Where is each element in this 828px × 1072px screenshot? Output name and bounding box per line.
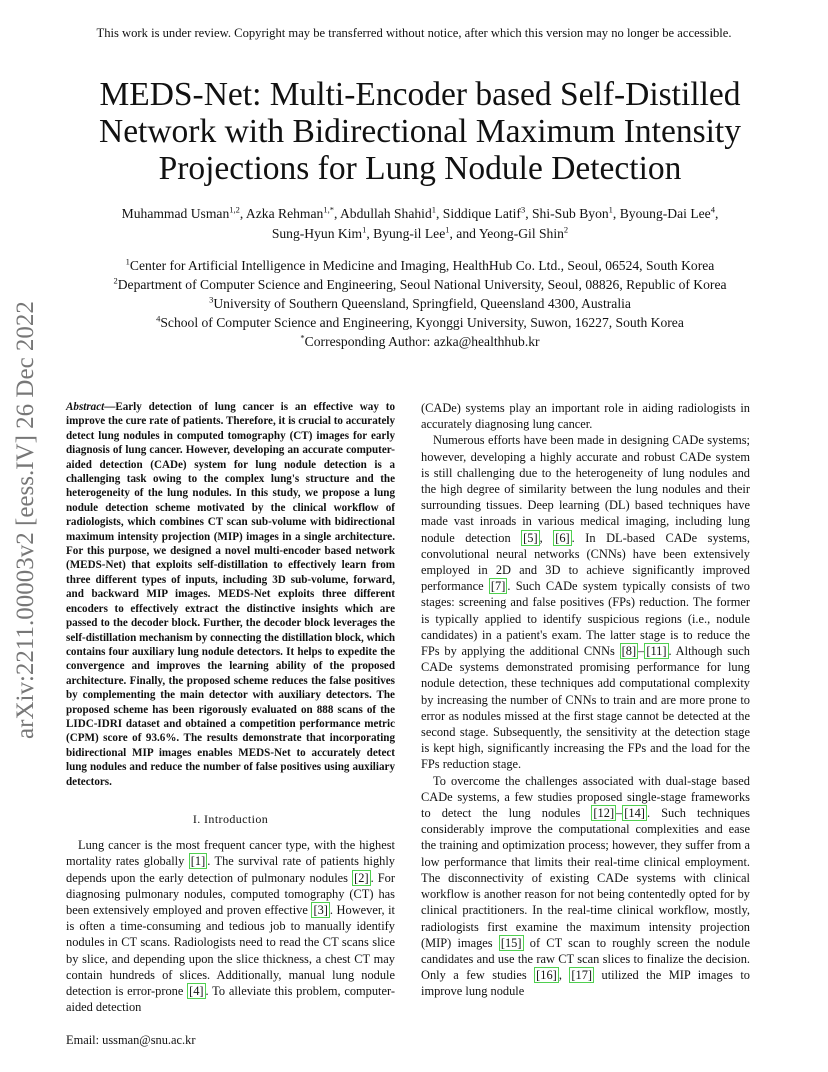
- citation-link[interactable]: [3]: [313, 902, 328, 917]
- author-affiliation-mark: 4: [710, 204, 715, 215]
- citation-link[interactable]: [8]: [621, 644, 637, 659]
- affiliation-mark: *: [300, 332, 305, 343]
- author-name: Muhammad Usman: [121, 206, 230, 221]
- author: [620, 206, 715, 221]
- citation-link[interactable]: [2]: [354, 870, 369, 885]
- author-name: Shi-Sub Byon: [532, 206, 609, 221]
- intro-paragraph-3: [421, 432, 750, 772]
- affiliation-text: Department of Computer Science and Engineering, Seoul National University, Seoul, 08826, Republic of Korea: [117, 277, 727, 292]
- affiliation-mark: 1: [125, 256, 130, 267]
- author-name: Azka Rehman: [245, 206, 324, 221]
- citation-link[interactable]: [17]: [571, 968, 593, 983]
- author-affiliation-mark: 1,2: [229, 204, 240, 215]
- text-run: . Although such CADe systems demonstrated promising performance for lung nodule detection, these techniques add computational complexity by increasing the number of CNNs to train and are more prone to error as nodules missed at the first stage cannot be detected at the second stage. Subsequently, the sensitivity at the detection stage is kept high, significantly increasing the FPs and the load for the FPs reduction stage.: [421, 644, 750, 772]
- author-name: Abdullah Shahid: [339, 206, 432, 221]
- citation-link[interactable]: [11]: [646, 644, 667, 659]
- author-name: Sung-Hyun Kim: [271, 226, 363, 241]
- right-column: [421, 400, 750, 1000]
- affiliation: [50, 294, 790, 313]
- text-run: . The survival rate of patients highly depends upon the early detection of pulmonary nodules: [66, 854, 395, 885]
- author-affiliation-mark: 3: [520, 204, 526, 215]
- intro-paragraph-1: [66, 837, 395, 1015]
- author-name: Siddique Latif: [442, 206, 521, 221]
- author-name: Byoung-Dai Lee: [619, 206, 711, 221]
- author: [373, 226, 449, 241]
- text-run: utilized the MIP images to improve lung nodule: [421, 968, 750, 999]
- author-affiliation-mark: 1: [431, 204, 436, 215]
- citation-link[interactable]: [4]: [189, 984, 204, 998]
- author-affiliation-mark: 1: [445, 224, 450, 235]
- citation-link[interactable]: [16]: [536, 968, 557, 983]
- author: [272, 226, 367, 241]
- author: [479, 226, 568, 241]
- affiliation-mark: 2: [113, 275, 118, 286]
- affiliation: [50, 256, 790, 275]
- citation-link[interactable]: [14]: [624, 806, 645, 821]
- intro-paragraph-4: [421, 773, 750, 1000]
- author: [246, 206, 334, 221]
- affiliation-text: Corresponding Author: azka@healthhub.kr: [304, 334, 540, 349]
- section-heading: [66, 811, 395, 827]
- affiliation-text: Center for Artificial Intelligence in Medicine and Imaging, HealthHub Co. Ltd., Seoul, 06524, South Korea: [129, 258, 715, 273]
- affiliation: [50, 313, 790, 332]
- affiliation-mark: 4: [156, 313, 161, 324]
- footnote-email: Email: ussman@snu.ac.kr: [66, 1033, 196, 1047]
- affiliation-mark: 3: [209, 294, 214, 305]
- citation-link[interactable]: [5]: [523, 530, 538, 545]
- intro-paragraph-2: (CADe) systems play an important role in aiding radiologists in accurately diagnosing lung cancer.: [421, 401, 750, 432]
- affiliation: [50, 275, 790, 294]
- author: [122, 206, 240, 221]
- corresponding-author: [50, 332, 790, 351]
- author-name: Byung-il Lee: [373, 226, 446, 241]
- text-run: Lung cancer is the most frequent cancer type, with the highest mortality rates globally: [66, 838, 395, 869]
- text-run: . Such CADe system typically consists of two stages: screening and false positives (FPs) reduction. The former is typically applied to identify suspicious regions (i.e., nodule candidates) in a patient's exam. The latter stage is to reduce the FPs by applying the additional CNNs: [421, 579, 750, 659]
- arxiv-identifier: arXiv:2211.00003v2 [eess.IV] 26 Dec 2022: [12, 301, 39, 739]
- text-run: of CT scan to roughly screen the nodule candidates and use the raw CT scan slices to finalize the decision. Only a few studies: [421, 935, 750, 983]
- author-affiliation-mark: 1: [608, 204, 613, 215]
- citation-link[interactable]: [12]: [593, 806, 615, 821]
- text-run: –: [616, 806, 623, 821]
- text-run: . For diagnosing pulmonary nodules, computed tomography (CT) has been extensively employed and proven effective: [66, 870, 395, 917]
- section-title: I. Introduction: [192, 811, 269, 826]
- author-affiliation-mark: 2: [563, 224, 569, 235]
- author-affiliation-mark: 1: [362, 224, 367, 235]
- affiliation-list: [50, 256, 790, 351]
- author-affiliation-mark: 1,*: [323, 204, 334, 215]
- citation-link[interactable]: [6]: [555, 530, 570, 545]
- affiliation-text: School of Computer Science and Engineering, Kyonggi University, Suwon, 16227, South Korea: [160, 315, 684, 330]
- text-run: . In DL-based CADe systems, convolutional neural networks (CNNs) have been extensively employed in 2D and 3D to achieve significantly improved performance: [421, 530, 750, 594]
- text-run: . However, it is often a time-consuming and tedious job to manually identify nodules in CT scans. Radiologists need to read the CT scans slice by slice, and depending upon the slice thickness, a chest CT may contain hundreds of slices. Additionally, manual lung nodule detection is error-prone: [66, 902, 395, 998]
- text-run: To overcome the challenges associated with dual-stage based CADe systems, a few studies proposed single-stage frameworks to detect the lung nodules: [421, 773, 750, 821]
- author: [443, 206, 525, 221]
- text-run: Numerous efforts have been made in designing CADe systems; however, developing a highly accurate and robust CADe system is still challenging due to the heterogeneity of lung nodules and the high degree of similarity between the lung nodules and their surrounding tissues. Deep learning (DL) based techniques have made vast inroads in various medical imaging, including lung nodule detection: [421, 433, 750, 545]
- citation-link[interactable]: [1]: [190, 854, 206, 869]
- text-run: ,: [558, 968, 570, 983]
- text-run: –: [638, 644, 645, 659]
- abstract-text: —Early detection of lung cancer is an effective way to improve the cure rate of patients. Therefore, it is crucial to accurately detect lung nodules in computed tomography (CT) images for early diagnosis of lung cancer. However, developing an accurate computer-aided detection (CADe) system for lung nodule detection is a challenging task owing to the complex lung's structure and the heterogeneity of the lung nodules. In this study, we propose a lung nodule detection scheme motivated by the clinical workflow of radiologists, which combines CT scan sub-volume with bidirectional maximum intensity projection (MIP) images in a single architecture. For this purpose, we designed a novel multi-encoder based network (MEDS-Net) that exploits self-distillation to effectively learn from three different types of inputs, including 3D sub-volume, forward, and backward MIP images. MEDS-Net exploits three different encoders to effectively extract the distinctive insights which are passed to the decoder block. Further, the decoder block leverages the self-distillation mechanism by connecting the distillation block, which contains four auxiliary lung nodule detectors. It helps to expedite the convergence and improves the learning ability of the proposed architecture. Finally, the proposed scheme reduces the false positives by complementing the main detector with auxiliary detectors. The proposed scheme has been rigorously evaluated on 888 scans of the LIDC-IDRI dataset and obtained a competition performance metric (CPM) score of 93.6%. The results demonstrate that incorporating bidirectional MIP images enables MEDS-Net to accurately detect lung nodules and reduce the number of false positives using auxiliary detectors.: [66, 401, 395, 788]
- text-run: . Such techniques considerably improve the computational complexities and ease the training and optimization process; however, they suffer from a low performance that limits their real-time clinical employment. The disconnectivity of existing CADe systems with clinical workflow is another reason for not being contentedly opted for by clinical practitioners. In the real-time clinical workflow, mostly, radiologists first examine the maximum intensity projection (MIP) images: [421, 806, 750, 950]
- author: [532, 206, 613, 221]
- copyright-notice: This work is under review. Copyright may be transferred without notice, after which this version may no longer be accessible.: [96, 26, 732, 40]
- text-run: . To alleviate this problem, computer-aided detection: [66, 984, 395, 1015]
- affiliation-text: University of Southern Queensland, Springfield, Queensland 4300, Australia: [213, 296, 631, 311]
- text-run: ,: [539, 530, 554, 545]
- abstract: [66, 400, 395, 789]
- left-column: [66, 400, 395, 1015]
- author-name: Yeong-Gil Shin: [478, 226, 564, 241]
- abstract-label: Abstract: [66, 401, 105, 413]
- arxiv-sidebar: [2, 280, 50, 760]
- author-list: Muhammad Usman$^{1,2}$, Azka Rehman$^{1,*}$, Abdullah Shahid$^1$, Siddique Latif$^3$, Shi-Sub Byon$^1$, Byoung-Dai Lee$^4$, Sung-Hyun Kim$^1$, Byung-il Lee$^1$, and Yeong-Gil Shin$^2$: [121, 204, 719, 241]
- author: [340, 206, 436, 221]
- paper-title: MEDS-Net: Multi-Encoder based Self-Distilled Network with Bidirectional Maximum Intensity Projections for Lung Nodule Detection: [99, 76, 741, 187]
- citation-link[interactable]: [15]: [500, 935, 522, 950]
- citation-link[interactable]: [7]: [490, 579, 506, 594]
